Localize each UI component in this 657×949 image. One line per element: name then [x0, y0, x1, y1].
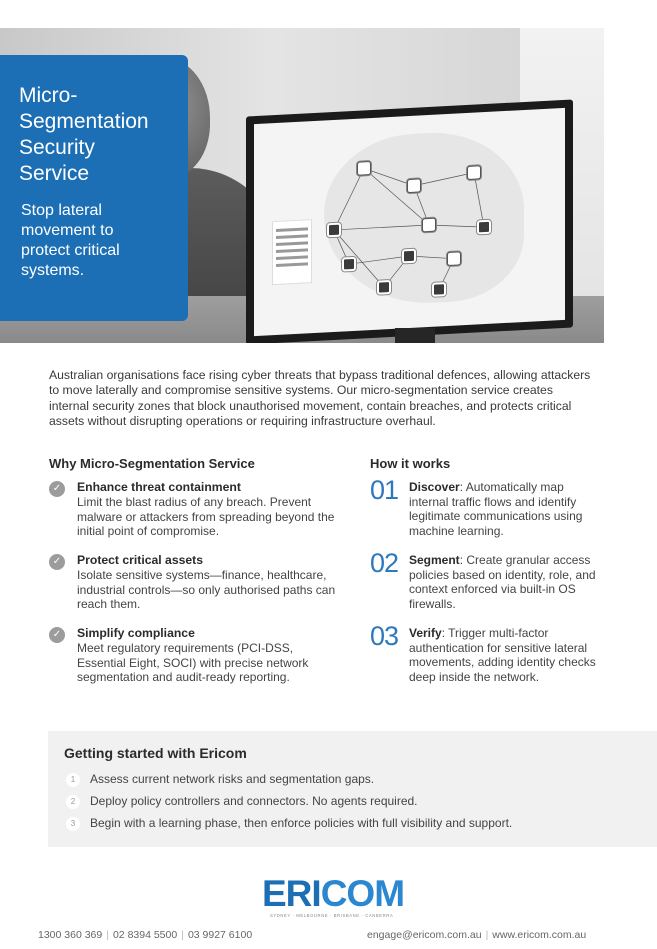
lock-icon [432, 282, 446, 297]
getting-started-item [66, 816, 626, 831]
hero-panel [0, 55, 188, 321]
step-item [370, 621, 600, 684]
step-number: 02 [370, 548, 399, 578]
map-legend [272, 219, 312, 285]
getting-started-box [48, 731, 657, 847]
step-number: 01 [370, 475, 399, 505]
step-title: Verify [409, 626, 442, 640]
benefit-description: Limit the blast radius of any breach. Prevent malware or attackers from spreading beyond the initial point of compromise. [77, 495, 335, 539]
benefit-item [49, 480, 339, 539]
network-node-icon [467, 165, 481, 180]
getting-started-item [66, 794, 626, 809]
step-item [370, 475, 600, 538]
step-text [409, 626, 600, 684]
monitor [246, 99, 573, 343]
step-text [409, 480, 600, 538]
shield-icon [477, 220, 491, 235]
monitor-screen [254, 108, 565, 336]
network-node-icon [402, 249, 416, 264]
benefit-item [49, 626, 339, 685]
step-title: Discover [409, 480, 460, 494]
getting-started-text: Deploy policy controllers and connectors. No agents required. [90, 794, 418, 808]
phone-number[interactable]: 03 9927 6100 [187, 929, 253, 941]
contact-links [367, 929, 586, 941]
step-title: Segment [409, 553, 460, 567]
getting-started-title: Getting started with Ericom [64, 745, 247, 761]
step-description: : Create granular access policies based on identity, role, and context enforced via built-in OS firewalls. [409, 553, 596, 611]
step-number-badge: 3 [66, 817, 80, 831]
network-node-icon [407, 178, 421, 193]
email-link[interactable]: engage@ericom.com.au [367, 929, 482, 941]
phone-number[interactable]: 02 8394 5500 [112, 929, 178, 941]
hero-subtitle: Stop lateral movement to protect critical systems. [21, 202, 120, 279]
how-heading: How it works [370, 456, 451, 471]
network-node-icon [447, 251, 461, 266]
network-node-icon [342, 257, 356, 272]
website-link[interactable]: www.ericom.com.au [492, 929, 587, 941]
separator: | [106, 929, 109, 941]
logo-cities: SYDNEY · MELBOURNE · BRISBANE · CANBERRA [270, 913, 394, 918]
step-number-badge: 1 [66, 773, 80, 787]
benefit-title: Simplify compliance [77, 626, 195, 640]
step-item [370, 548, 600, 611]
check-icon: ✓ [49, 627, 65, 643]
benefit-description: Isolate sensitive systems—finance, healthcare, industrial controls—so only authorised paths can reach them. [77, 568, 336, 612]
getting-started-text: Assess current network risks and segmentation gaps. [90, 772, 375, 786]
step-description: : Automatically map internal traffic flows and identify legitimate communications using machine learning. [409, 480, 583, 538]
page-title: Micro- Segmentation Security Service [19, 84, 149, 185]
phone-number[interactable]: 1300 360 369 [38, 929, 103, 941]
lock-icon [377, 280, 391, 295]
benefit-description: Meet regulatory requirements (PCI-DSS, Essential Eight, SOCI) with precise network segmentation and audit-ready reporting. [77, 641, 309, 685]
separator: | [485, 929, 489, 941]
network-node-icon [357, 161, 371, 176]
getting-started-item [66, 772, 626, 787]
ericom-logo [262, 873, 405, 914]
monitor-stand [395, 328, 435, 343]
intro-paragraph: Australian organisations face rising cyber threats that bypass traditional defences, allowing attackers to move laterally and compromise sensitive systems. Our micro-segmentation service creates internal security zones that block unauthorised movement, contain breaches, and protects critical assets without disrupting operations or requiring infrastructure overhaul. [49, 368, 591, 429]
logo-part-a: ERI [262, 873, 321, 914]
phone-numbers [38, 929, 252, 941]
benefit-item [49, 553, 339, 612]
step-number-badge: 2 [66, 795, 80, 809]
network-node-icon [422, 218, 436, 233]
check-icon: ✓ [49, 554, 65, 570]
getting-started-text: Begin with a learning phase, then enforce policies with full visibility and support. [90, 816, 513, 830]
step-text [409, 553, 600, 611]
separator: | [181, 929, 184, 941]
check-icon: ✓ [49, 481, 65, 497]
benefit-title: Enhance threat containment [77, 480, 241, 494]
benefit-title: Protect critical assets [77, 553, 204, 567]
step-description: : Trigger multi-factor authentication for sensitive lateral movements, adding identity checks deep inside the network. [409, 626, 596, 684]
step-number: 03 [370, 621, 399, 651]
network-node-icon [327, 223, 341, 238]
why-heading: Why Micro-Segmentation Service [49, 456, 255, 471]
logo-part-b: COM [320, 873, 405, 914]
